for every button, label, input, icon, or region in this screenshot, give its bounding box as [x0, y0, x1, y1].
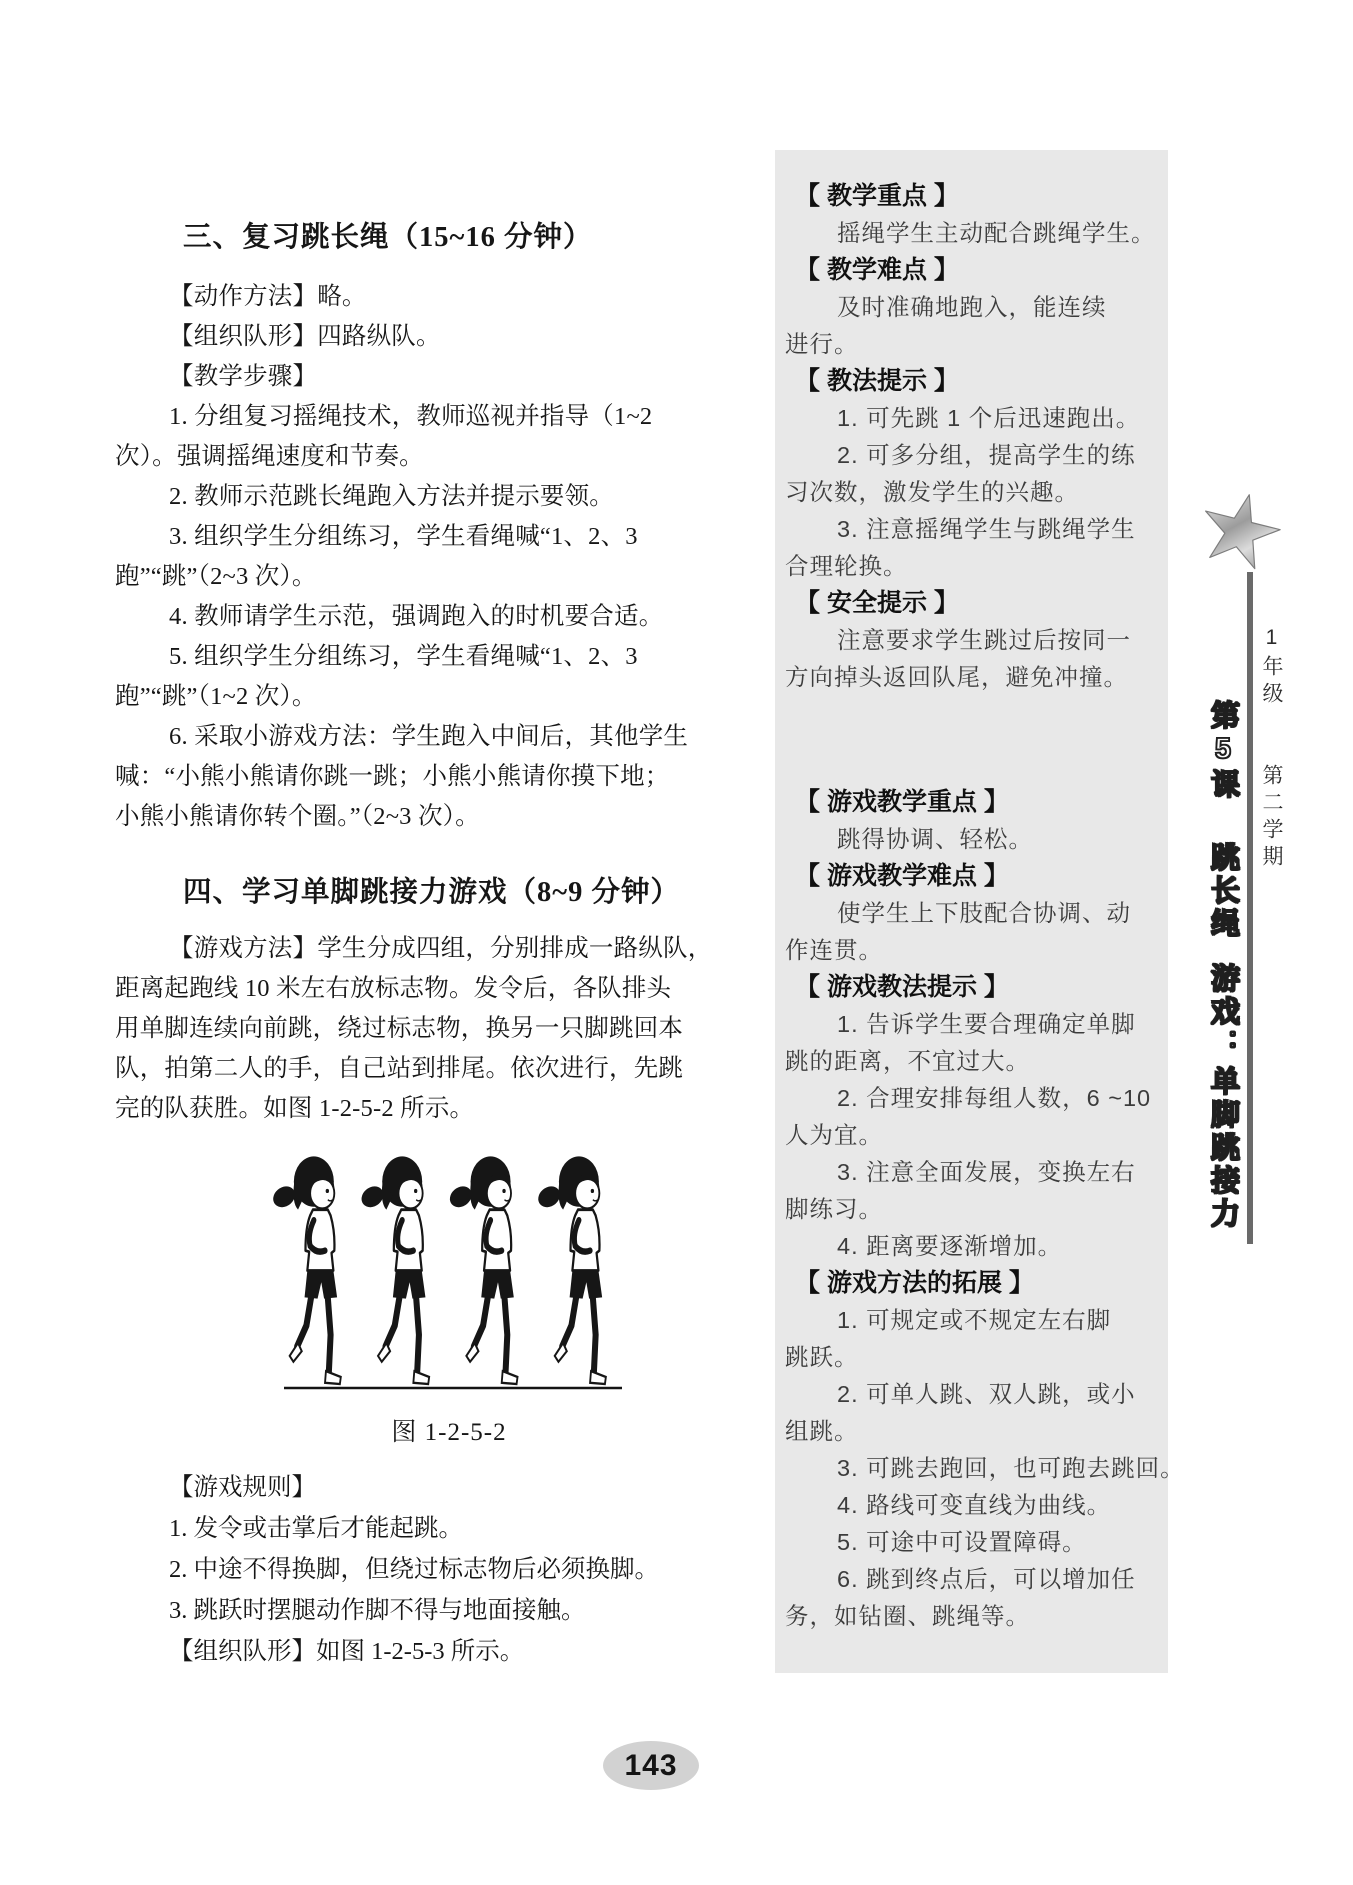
text-line: 6. 采取小游戏方法：学生跑入中间后，其他学生 [169, 723, 689, 750]
hopping-girls-figure [272, 1150, 652, 1400]
text-line: 【教学步骤】 [169, 363, 318, 390]
text-line: 3. 组织学生分组练习，学生看绳喊“1、2、3 [169, 523, 638, 550]
sidebar-line: 1. 可先跳 1 个后迅速跑出。 [837, 405, 1141, 431]
rule-line: 3. 跳跃时摆腿动作脚不得与地面接触。 [169, 1597, 586, 1624]
text-line: 次）。强调摇绳速度和节奏。 [115, 443, 424, 470]
sidebar-line: 5. 可途中可设置障碍。 [837, 1529, 1087, 1555]
sidebar-heading: 【 安全提示 】 [795, 589, 959, 617]
lesson-title-segment: 单脚跳接力 [1207, 1066, 1239, 1231]
text-line: 5. 组织学生分组练习，学生看绳喊“1、2、3 [169, 643, 638, 670]
lesson-title-segment: 游戏： [1207, 963, 1239, 1062]
section-title: 三、复习跳长绳（15~16 分钟） [183, 222, 593, 253]
text-line: 距离起跑线 10 米左右放标志物。发令后，各队排头 [115, 975, 672, 1002]
sidebar-line: 4. 路线可变直线为曲线。 [837, 1492, 1112, 1518]
lesson-title-segment: 跳长绳 [1207, 842, 1239, 941]
sidebar-line: 作连贯。 [785, 937, 883, 963]
hopping-girl-icon [359, 1156, 429, 1384]
text-line: 1. 分组复习摇绳技术，教师巡视并指导（1~2 [169, 403, 653, 430]
sidebar-line: 脚练习。 [785, 1196, 883, 1222]
sidebar-line: 6. 跳到终点后，可以增加任 [837, 1566, 1136, 1592]
lesson-title-segment: 第5课 [1207, 700, 1239, 802]
lesson-title-vertical [1203, 700, 1244, 1231]
text-line: 完的队获胜。如图 1-2-5-2 所示。 [115, 1095, 475, 1122]
sidebar-line: 合理轮换。 [785, 553, 908, 579]
text-line: 用单脚连续向前跳，绕过标志物，换另一只脚跳回本 [115, 1015, 684, 1042]
hopping-girl-icon [448, 1156, 518, 1384]
text-line: 【游戏方法】学生分成四组，分别排成一路纵队， [169, 935, 713, 962]
text-line: 【动作方法】略。 [169, 283, 367, 310]
sidebar-heading: 【 游戏教学重点 】 [795, 788, 1009, 816]
sidebar-heading: 【 游戏方法的拓展 】 [795, 1269, 1034, 1297]
sidebar-heading: 【 游戏教法提示 】 [795, 973, 1009, 1001]
page-number-badge: 143 [603, 1741, 699, 1790]
text-line: 喊：“小熊小熊请你跳一跳；小熊小熊请你摸下地； [115, 763, 670, 790]
main-column [115, 198, 713, 1129]
sidebar-line: 2. 可多分组，提高学生的练 [837, 442, 1136, 468]
hopping-girl-icon [272, 1156, 341, 1384]
sidebar-line: 摇绳学生主动配合跳绳学生。 [837, 220, 1156, 246]
rule-line: 2. 中途不得换脚，但绕过标志物后必须换脚。 [169, 1556, 659, 1583]
text-line: 跑”“跳”（2~3 次）。 [115, 563, 317, 590]
rule-line: 【组织队形】如图 1-2-5-3 所示。 [169, 1638, 525, 1665]
sidebar-line: 跳得协调、轻松。 [837, 826, 1033, 852]
text-line: 小熊小熊请你转个圈。”（2~3 次）。 [115, 803, 480, 830]
rules-block [115, 1467, 663, 1672]
sidebar-line: 2. 可单人跳、双人跳，或小 [837, 1381, 1136, 1407]
text-line: 【组织队形】四路纵队。 [169, 323, 441, 350]
sidebar-line: 进行。 [785, 331, 859, 357]
sidebar-heading: 【 教学难点 】 [795, 256, 959, 284]
sidebar-line: 组跳。 [785, 1418, 859, 1444]
sidebar-heading: 【 教法提示 】 [795, 367, 959, 395]
sidebar-line: 1. 告诉学生要合理确定单脚 [837, 1011, 1136, 1037]
sidebar-line: 3. 注意摇绳学生与跳绳学生 [837, 516, 1136, 542]
figure-block [115, 1150, 663, 1450]
grade-label: 1年级 [1260, 626, 1283, 709]
text-line: 4. 教师请学生示范，强调跑入的时机要合适。 [169, 603, 664, 630]
sidebar-line: 方向掉头返回队尾，避免冲撞。 [785, 664, 1128, 690]
semester-label: 第二学期 [1260, 764, 1283, 872]
sidebar-line: 2. 合理安排每组人数，6 ~10 [837, 1085, 1152, 1111]
star-icon [1192, 484, 1289, 581]
sidebar-line: 1. 可规定或不规定左右脚 [837, 1307, 1112, 1333]
sidebar-line: 跳的距离，不宜过大。 [785, 1048, 1030, 1074]
sidebar-line: 注意要求学生跳过后按同一 [837, 627, 1131, 653]
sidebar-heading: 【 教学重点 】 [795, 182, 959, 210]
sidebar-line: 务，如钻圈、跳绳等。 [785, 1603, 1030, 1629]
grade-semester-label [1256, 626, 1286, 872]
rule-line: 1. 发令或击掌后才能起跳。 [169, 1515, 463, 1542]
rule-line: 【游戏规则】 [169, 1474, 316, 1501]
sidebar-gap [785, 696, 1156, 784]
sidebar-line: 习次数，激发学生的兴趣。 [785, 479, 1079, 505]
sidebar-line: 使学生上下肢配合协调、动 [837, 900, 1131, 926]
text-line: 跑”“跳”（1~2 次）。 [115, 683, 317, 710]
sidebar-line: 人为宜。 [785, 1122, 883, 1148]
section-title: 四、学习单脚跳接力游戏（8~9 分钟） [183, 877, 680, 908]
sidebar-teaching-notes [775, 150, 1185, 1673]
text-line: 队，拍第二人的手，自己站到排尾。依次进行，先跳 [115, 1055, 684, 1082]
sidebar-line: 及时准确地跑入，能连续 [837, 294, 1107, 320]
text-line: 2. 教师示范跳长绳跑入方法并提示要领。 [169, 483, 614, 510]
sidebar-line: 4. 距离要逐渐增加。 [837, 1233, 1063, 1259]
sidebar-line: 3. 注意全面发展，变换左右 [837, 1159, 1136, 1185]
sidebar-line: 3. 可跳去跑回，也可跑去跳回。 [837, 1455, 1185, 1481]
sidebar-heading: 【 游戏教学难点 】 [795, 862, 1009, 890]
figure-caption: 图 1-2-5-2 [391, 1419, 507, 1446]
hopping-girl-icon [536, 1156, 606, 1384]
margin-rule [1247, 572, 1253, 1244]
sidebar-line: 跳跃。 [785, 1344, 859, 1370]
